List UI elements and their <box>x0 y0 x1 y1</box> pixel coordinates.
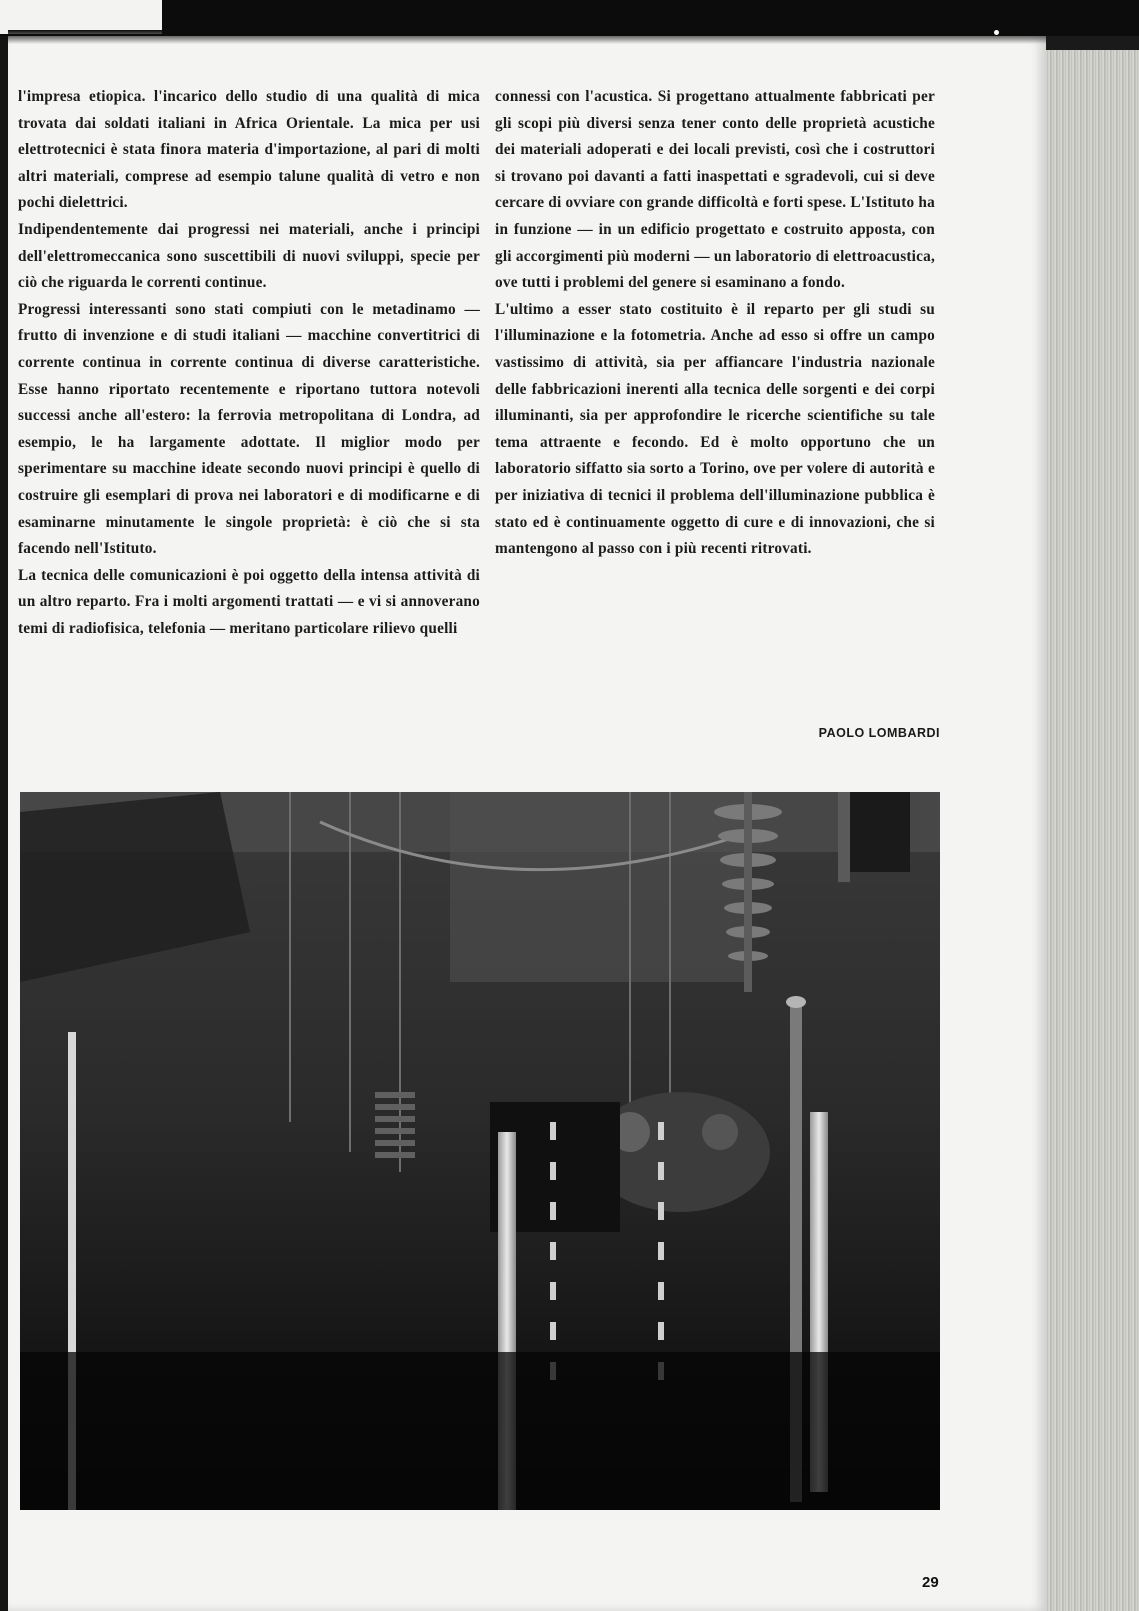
author-signature: PAOLO LOMBARDI <box>818 726 940 740</box>
article-right-column <box>495 84 935 563</box>
laboratory-photo-drawing <box>20 792 940 1510</box>
article-left-column <box>18 84 480 642</box>
paragraph: La tecnica delle comunicazioni è poi oggetto della intensa attività di un altro reparto. Fra i molti argomenti trattati — e vi si annoverano temi di radiofisica, telefonia — meritano particolare rilievo quelli <box>18 566 480 637</box>
page-top-shadow <box>8 30 1046 44</box>
book-page-edges <box>1040 50 1139 1611</box>
scan-speck <box>994 30 999 35</box>
scan-top-corner <box>0 0 162 34</box>
page-number: 29 <box>922 1574 939 1591</box>
paragraph: Progressi interessanti sono stati compiuti con le metadinamo — frutto di invenzione e di studi italiani — macchine convertitrici di corrente continua in corrente continua di diverse caratteristiche. Esse hanno riportato recentemente e riportano tuttora notevoli successi anche all'estero: la ferrovia metropolitana di Londra, ad esempio, le ha largamente adottate. Il miglior modo per sperimentare su macchine ideate secondo nuovi principi è quello di costruire gli esemplari di prova nei laboratori e di modificarne e di esaminarne minutamente le singole proprietà: è ciò che si sta facendo nell'Istituto. <box>18 300 480 558</box>
paragraph: Indipendentemente dai progressi nei materiali, anche i principi dell'elettromeccanica sono suscettibili di nuovi sviluppi, specie per ciò che riguarda le correnti continue. <box>18 220 480 292</box>
paragraph: connessi con l'acustica. Si progettano attualmente fabbricati per gli scopi più diversi senza tener conto delle proprietà acustiche dei materiali adoperati e dei locali previsti, così che i costruttori si trovano poi davanti a fatti inaspettati e sgradevoli, cui si deve cercare di ovviare con grande difficoltà e forti spese. L'Istituto ha in funzione — in un edificio progettato e costruito apposta, con gli accorgimenti più moderni — un laboratorio di elettroacustica, ove tutti i problemi del genere si esaminano a fondo. <box>495 88 935 292</box>
paragraph: L'ultimo a esser stato costituito è il reparto per gli studi su l'illuminazione e la fotometria. Anche ad esso si offre un campo vastissimo di attività, sia per affiancare l'industria nazionale delle fabbricazioni inerenti alla tecnica delle sorgenti e dei corpi illuminanti, sia per approfondire le ricerche scientifiche su tale tema attraente e fecondo. Ed è molto opportuno che un laboratorio siffatto sia sorto a Torino, ove per volere di autorità e per iniziativa di tecnici il problema dell'illuminazione pubblica è stato ed è continuamente oggetto di cure e di innovazioni, che si mantengono al passo con i più recenti ritrovati. <box>495 300 935 558</box>
laboratory-photograph <box>20 792 940 1510</box>
paragraph: l'impresa etiopica. l'incarico dello studio di una qualità di mica trovata dai soldati italiani in Africa Orientale. La mica per usi elettrotecnici è stata finora materia d'importazione, al pari di molti altri materiali, comprese ad esempio talune qualità di vetro e non pochi dielettrici. <box>18 88 480 212</box>
